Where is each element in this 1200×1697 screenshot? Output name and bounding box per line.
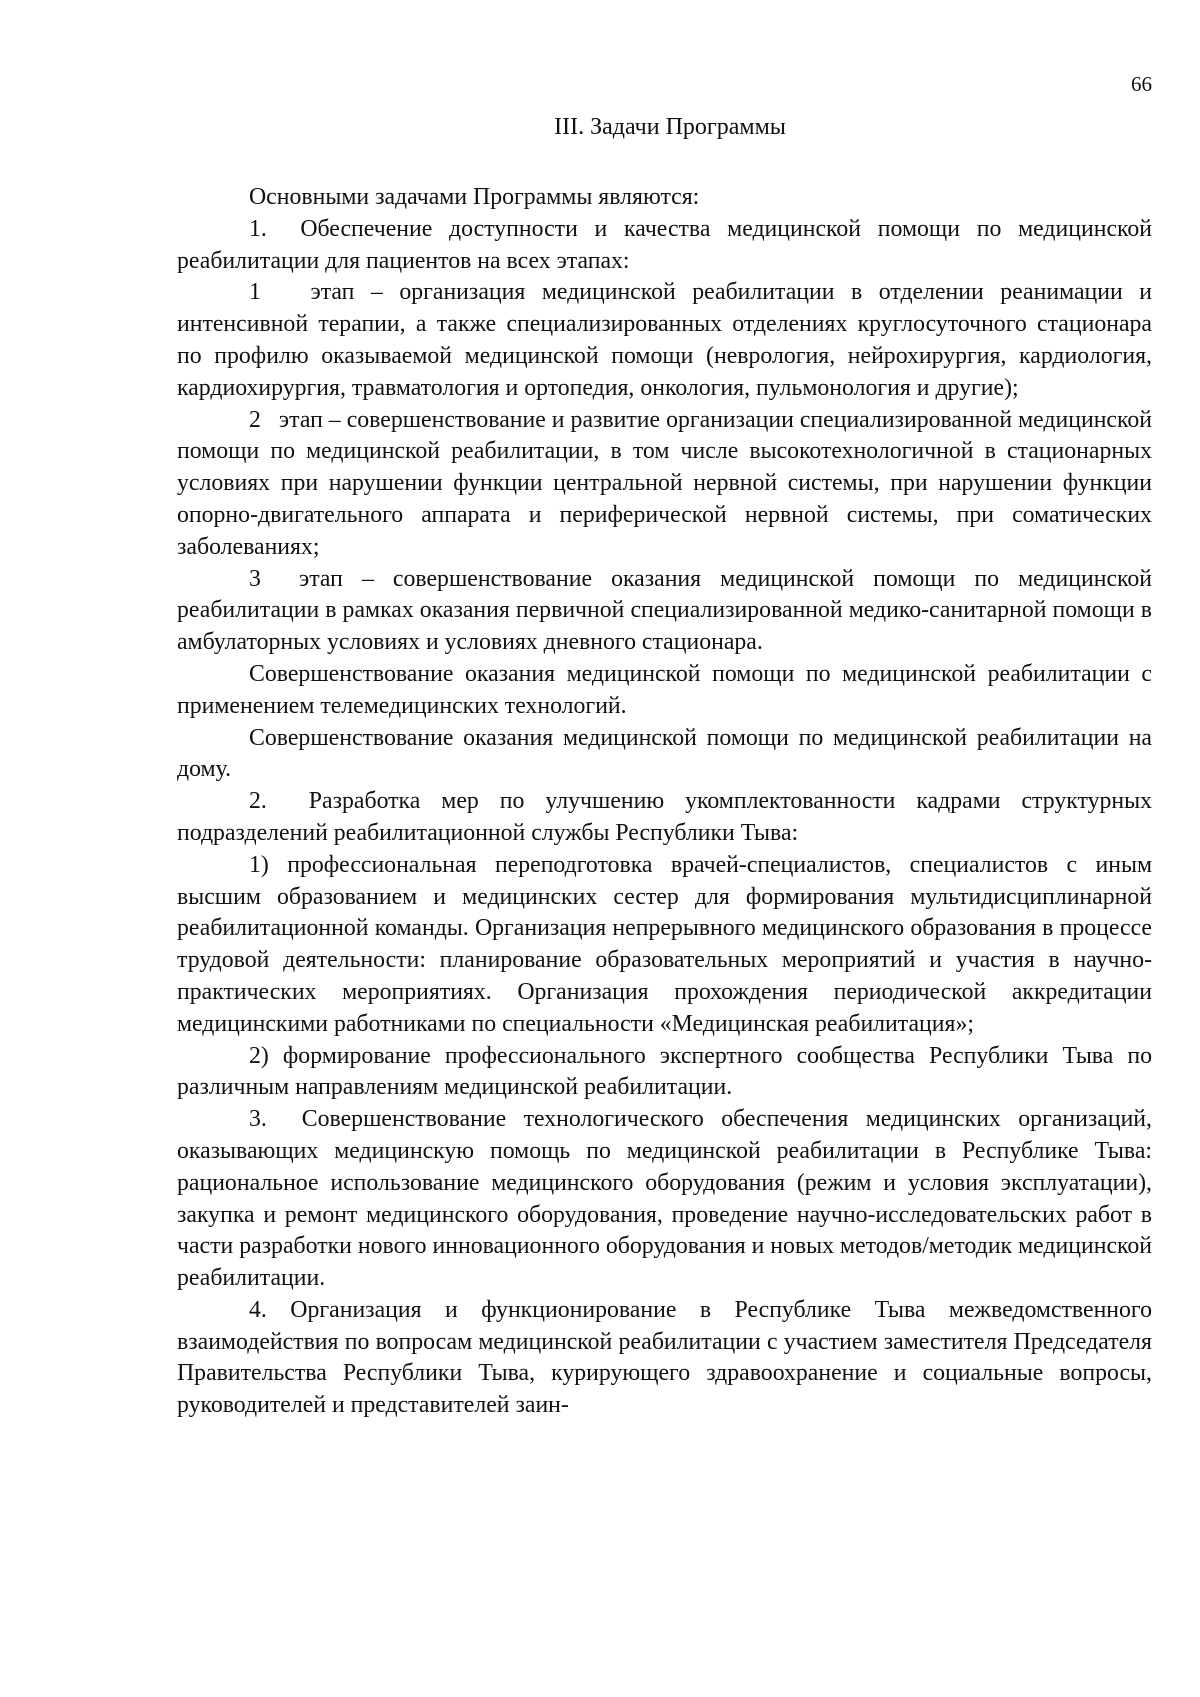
paragraph-home-care: Совершенствование оказания медицинской помощи по медицинской реабилитации на дому. <box>177 724 1152 783</box>
paragraph-task-4: 4. Организация и функционирование в Республике Тыва межведомственного взаимодействия по вопросам медицинской реабилитации с участием заместителя Председателя Правительства Республики Тыва, курирующего здравоохранение и социальные вопросы, руководителей и представителей заин- <box>177 1296 1152 1419</box>
paragraph-intro: Основными задачами Программы являются: <box>249 184 700 210</box>
section-title: III. Задачи Программы <box>554 114 786 140</box>
paragraph-subitem-2: 2) формирование профессионального экспертного сообщества Республики Тыва по различным направлениям медицинской реабилитации. <box>177 1042 1152 1101</box>
paragraph-task-3: 3. Совершенствование технологического обеспечения медицинских организаций, оказывающих медицинскую помощь по медицинской реабилитации в Республике Тыва: рациональное использование медицинского оборудования (режим и условия эксплуатации), закупка и ремонт медицинского оборудования, проведение научно-исследовательских работ в части разработки нового инновационного оборудования и новых методов/методик медицинской реабилитации. <box>177 1106 1152 1292</box>
paragraph-stage-2: 2 этап – совершенствование и развитие организации специализированной медицинской помощи по медицинской реабилитации, в том числе высокотехнологичной в стационарных условиях при нарушении функции центральной нервной системы, при нарушении функции опорно-двигательного аппарата и периферической нервной системы, при соматических заболеваниях; <box>177 406 1152 560</box>
body-text <box>177 182 1152 1422</box>
paragraph-stage-3: 3 этап – совершенствование оказания медицинской помощи по медицинской реабилитации в рамках оказания первичной специализированной медико-санитарной помощи в амбулаторных условиях и условиях дневного стационара. <box>177 565 1152 656</box>
paragraph-subitem-1: 1) профессиональная переподготовка врачей-специалистов, специалистов с иным высшим образованием и медицинских сестер для формирования мультидисциплинарной реабилитационной команды. Организация непрерывного медицинского образования в процессе трудовой деятельности: планирование образовательных мероприятий и участия в научно-практических мероприятиях. Организация прохождения периодической аккредитации медицинскими работниками по специальности «Медицинская реабилитация»; <box>177 851 1152 1037</box>
paragraph-task-2: 2. Разработка мер по улучшению укомплектованности кадрами структурных подразделений реабилитационной службы Республики Тыва: <box>177 788 1152 846</box>
paragraph-telemedicine: Совершенствование оказания медицинской помощи по медицинской реабилитации с применением телемедицинских технологий. <box>177 660 1152 719</box>
paragraph-task-1: 1. Обеспечение доступности и качества медицинской помощи по медицинской реабилитации для пациентов на всех этапах: <box>177 215 1152 274</box>
page-number: 66 <box>1131 72 1152 96</box>
paragraph-stage-1: 1 этап – организация медицинской реабилитации в отделении реанимации и интенсивной терапии, а также специализированных отделениях круглосуточного стационара по профилю оказываемой медицинской помощи (неврология, нейрохирургия, кардиология, кардиохирургия, травматология и ортопедия, онкология, пульмонология и другие); <box>177 279 1152 401</box>
